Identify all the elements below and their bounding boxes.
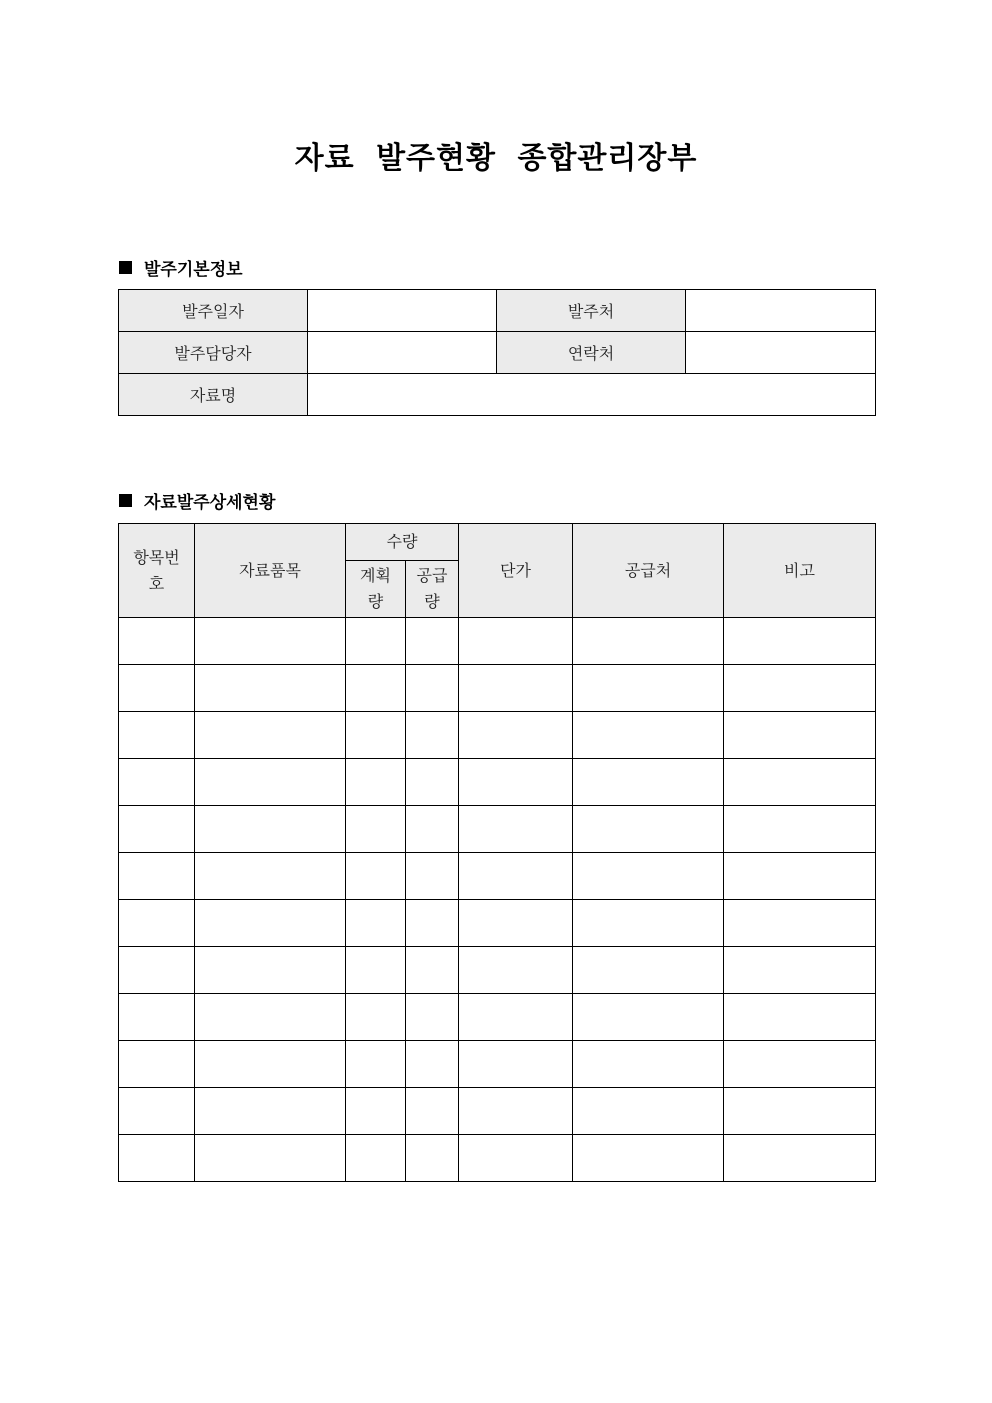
table-row	[119, 618, 876, 665]
cell-supplied-qty[interactable]	[406, 1088, 459, 1135]
table-row	[119, 759, 876, 806]
table-row	[119, 665, 876, 712]
cell-supplied-qty[interactable]	[406, 806, 459, 853]
cell-item-name[interactable]	[195, 806, 346, 853]
material-name-field[interactable]	[308, 374, 876, 416]
cell-supplier[interactable]	[573, 900, 724, 947]
basic-info-heading-text: 발주기본정보	[144, 260, 243, 280]
cell-planned-qty[interactable]	[346, 947, 406, 994]
cell-supplier[interactable]	[573, 1041, 724, 1088]
table-row	[119, 1041, 876, 1088]
cell-unit-price[interactable]	[459, 712, 573, 759]
cell-supplier[interactable]	[573, 712, 724, 759]
cell-planned-qty[interactable]	[346, 618, 406, 665]
cell-supplied-qty[interactable]	[406, 1041, 459, 1088]
col-header-item-no: 항목번호	[119, 524, 195, 618]
cell-item-no[interactable]	[119, 853, 195, 900]
orderer-label: 발주처	[497, 290, 686, 332]
cell-unit-price[interactable]	[459, 618, 573, 665]
basic-info-row	[119, 374, 876, 416]
cell-item-no[interactable]	[119, 1088, 195, 1135]
cell-supplier[interactable]	[573, 806, 724, 853]
cell-item-no[interactable]	[119, 1041, 195, 1088]
cell-supplier[interactable]	[573, 947, 724, 994]
col-header-planned-qty: 계획량	[346, 561, 406, 618]
cell-remarks[interactable]	[724, 712, 876, 759]
cell-remarks[interactable]	[724, 665, 876, 712]
cell-supplier[interactable]	[573, 994, 724, 1041]
cell-remarks[interactable]	[724, 1041, 876, 1088]
cell-planned-qty[interactable]	[346, 1041, 406, 1088]
table-row	[119, 900, 876, 947]
cell-remarks[interactable]	[724, 900, 876, 947]
cell-unit-price[interactable]	[459, 1041, 573, 1088]
cell-item-name[interactable]	[195, 759, 346, 806]
table-row	[119, 853, 876, 900]
col-header-supplier: 공급처	[573, 524, 724, 618]
basic-info-table	[118, 289, 876, 416]
cell-unit-price[interactable]	[459, 665, 573, 712]
detail-heading	[119, 488, 275, 513]
cell-planned-qty[interactable]	[346, 900, 406, 947]
orderer-field[interactable]	[686, 290, 876, 332]
cell-remarks[interactable]	[724, 947, 876, 994]
order-detail-table	[118, 523, 876, 1182]
order-date-field[interactable]	[308, 290, 497, 332]
order-manager-field[interactable]	[308, 332, 497, 374]
cell-unit-price[interactable]	[459, 759, 573, 806]
cell-supplier[interactable]	[573, 853, 724, 900]
cell-supplied-qty[interactable]	[406, 947, 459, 994]
cell-supplied-qty[interactable]	[406, 853, 459, 900]
cell-item-name[interactable]	[195, 900, 346, 947]
cell-item-no[interactable]	[119, 900, 195, 947]
contact-field[interactable]	[686, 332, 876, 374]
cell-supplier[interactable]	[573, 618, 724, 665]
col-header-unit-price: 단가	[459, 524, 573, 618]
table-row	[119, 1135, 876, 1182]
cell-unit-price[interactable]	[459, 1088, 573, 1135]
cell-unit-price[interactable]	[459, 900, 573, 947]
cell-supplied-qty[interactable]	[406, 759, 459, 806]
cell-remarks[interactable]	[724, 759, 876, 806]
table-row	[119, 947, 876, 994]
cell-planned-qty[interactable]	[346, 759, 406, 806]
material-name-label: 자료명	[119, 374, 308, 416]
cell-supplied-qty[interactable]	[406, 618, 459, 665]
cell-supplied-qty[interactable]	[406, 994, 459, 1041]
basic-info-row	[119, 332, 876, 374]
cell-supplied-qty[interactable]	[406, 712, 459, 759]
cell-item-no[interactable]	[119, 618, 195, 665]
document-title: 자료 발주현황 종합관리장부	[294, 141, 698, 176]
cell-item-name[interactable]	[195, 1041, 346, 1088]
cell-remarks[interactable]	[724, 618, 876, 665]
cell-item-name[interactable]	[195, 618, 346, 665]
cell-item-no[interactable]	[119, 665, 195, 712]
col-header-supplied-qty: 공급량	[406, 561, 459, 618]
cell-unit-price[interactable]	[459, 806, 573, 853]
contact-label: 연락처	[497, 332, 686, 374]
cell-unit-price[interactable]	[459, 853, 573, 900]
cell-supplied-qty[interactable]	[406, 665, 459, 712]
cell-planned-qty[interactable]	[346, 665, 406, 712]
header-row	[119, 524, 876, 561]
basic-info-row	[119, 290, 876, 332]
cell-supplier[interactable]	[573, 759, 724, 806]
cell-item-name[interactable]	[195, 1088, 346, 1135]
table-row	[119, 994, 876, 1041]
cell-planned-qty[interactable]	[346, 853, 406, 900]
cell-unit-price[interactable]	[459, 994, 573, 1041]
cell-item-no[interactable]	[119, 994, 195, 1041]
cell-item-no[interactable]	[119, 1135, 195, 1182]
col-header-item-name: 자료품목	[195, 524, 346, 618]
cell-supplier[interactable]	[573, 665, 724, 712]
cell-remarks[interactable]	[724, 1088, 876, 1135]
order-manager-label: 발주담당자	[119, 332, 308, 374]
square-bullet-icon	[119, 494, 132, 507]
cell-unit-price[interactable]	[459, 1135, 573, 1182]
cell-remarks[interactable]	[724, 853, 876, 900]
cell-planned-qty[interactable]	[346, 806, 406, 853]
cell-item-no[interactable]	[119, 712, 195, 759]
cell-item-name[interactable]	[195, 712, 346, 759]
cell-remarks[interactable]	[724, 806, 876, 853]
cell-item-name[interactable]	[195, 994, 346, 1041]
cell-remarks[interactable]	[724, 994, 876, 1041]
cell-item-name[interactable]	[195, 853, 346, 900]
cell-planned-qty[interactable]	[346, 1135, 406, 1182]
cell-supplier[interactable]	[573, 1135, 724, 1182]
cell-remarks[interactable]	[724, 1135, 876, 1182]
table-row	[119, 1088, 876, 1135]
cell-item-no[interactable]	[119, 806, 195, 853]
cell-supplied-qty[interactable]	[406, 1135, 459, 1182]
order-date-label: 발주일자	[119, 290, 308, 332]
cell-item-no[interactable]	[119, 759, 195, 806]
cell-item-name[interactable]	[195, 665, 346, 712]
col-header-quantity: 수량	[346, 524, 459, 561]
detail-heading-text: 자료발주상세현황	[144, 493, 276, 513]
cell-unit-price[interactable]	[459, 947, 573, 994]
cell-item-no[interactable]	[119, 947, 195, 994]
cell-item-name[interactable]	[195, 1135, 346, 1182]
cell-supplier[interactable]	[573, 1088, 724, 1135]
table-row	[119, 712, 876, 759]
basic-info-heading	[119, 255, 243, 280]
cell-supplied-qty[interactable]	[406, 900, 459, 947]
cell-planned-qty[interactable]	[346, 712, 406, 759]
col-header-remarks: 비고	[724, 524, 876, 618]
cell-planned-qty[interactable]	[346, 994, 406, 1041]
table-row	[119, 806, 876, 853]
cell-planned-qty[interactable]	[346, 1088, 406, 1135]
cell-item-name[interactable]	[195, 947, 346, 994]
square-bullet-icon	[119, 261, 132, 274]
